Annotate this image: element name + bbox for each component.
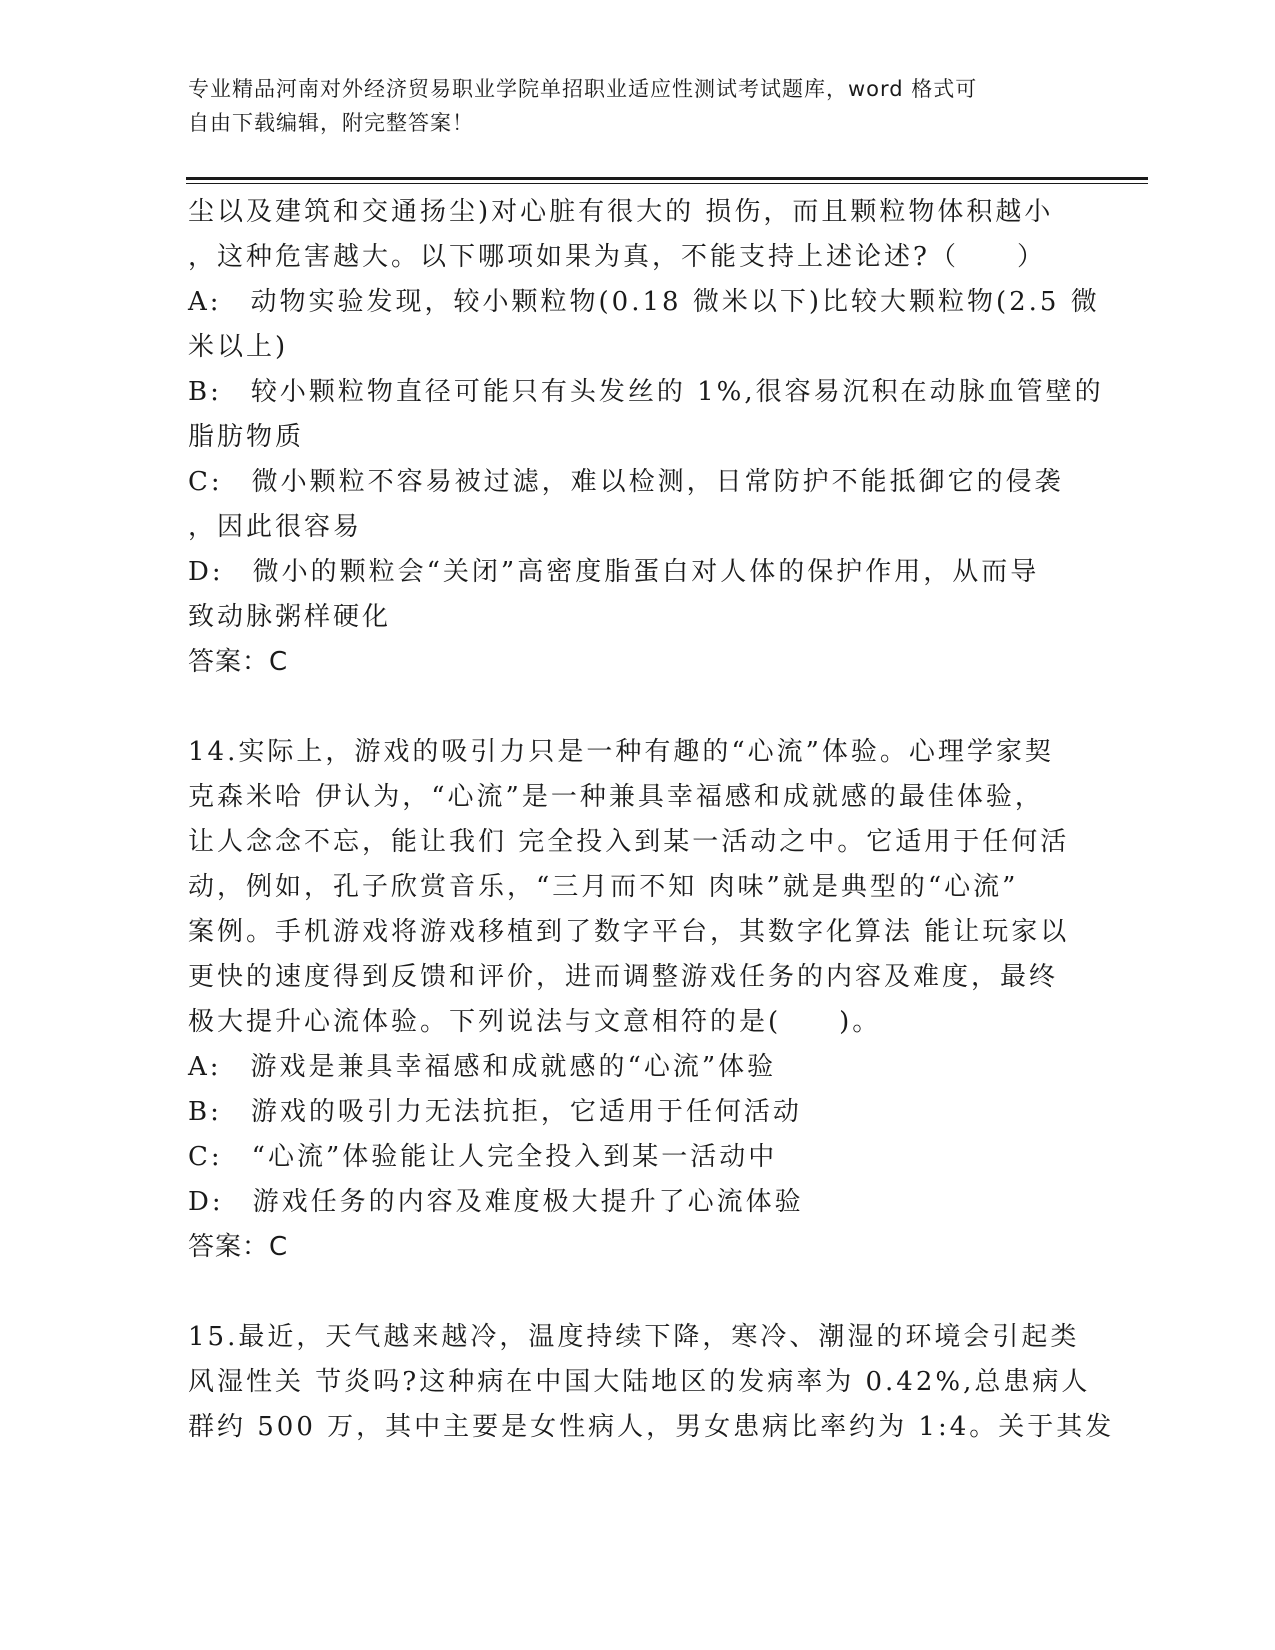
spacer	[188, 685, 1088, 730]
header-line-1: 专业精品河南对外经济贸易职业学院单招职业适应性测试考试题库，word 格式可	[188, 77, 978, 101]
q14-option-a: A: 游戏是兼具幸福感和成就感的“心流”体验	[188, 1052, 777, 1082]
q14-stem-line-1: 14.实际上，游戏的吸引力只是一种有趣的“心流”体验。心理学家契	[188, 737, 1054, 767]
q13-option-c-line-1: C: 微小颗粒不容易被过滤，难以检测，日常防护不能抵御它的侵袭	[188, 467, 1064, 497]
q14-stem-line-6: 更快的速度得到反馈和评价，进而调整游戏任务的内容及难度，最终	[188, 962, 1059, 992]
question-13	[188, 190, 1104, 685]
q15-stem-line-2: 风湿性关 节炎吗?这种病在中国大陆地区的发病率为 0.42%,总患病人	[188, 1367, 1091, 1397]
page-header	[188, 72, 1088, 140]
q14-stem-line-4: 动，例如，孔子欣赏音乐，“三月而不知 肉味”就是典型的“心流”	[188, 872, 1019, 902]
q13-stem-line-1: 尘以及建筑和交通扬尘)对心脏有很大的 损伤，而且颗粒物体积越小	[188, 197, 1054, 227]
q13-option-a-line-1: A: 动物实验发现，较小颗粒物(0.18 微米以下)比较大颗粒物(2.5 微	[188, 287, 1100, 317]
q13-option-b-line-2: 脂肪物质	[188, 422, 305, 452]
q13-option-b-line-1: B: 较小颗粒物直径可能只有头发丝的 1%,很容易沉积在动脉血管壁的	[188, 377, 1104, 407]
q14-stem-line-7: 极大提升心流体验。下列说法与文意相符的是( )。	[188, 1007, 882, 1037]
q13-stem-line-2: ，这种危害越大。以下哪项如果为真，不能支持上述论述?（ ）	[188, 242, 1046, 272]
header-line-2: 自由下载编辑，附完整答案！	[188, 111, 474, 135]
q14-stem-line-5: 案例。手机游戏将游戏移植到了数字平台，其数字化算法 能让玩家以	[188, 917, 1070, 947]
q15-stem-line-3: 群约 500 万，其中主要是女性病人，男女患病比率约为 1:4。关于其发	[188, 1412, 1115, 1442]
question-14	[188, 730, 1088, 1270]
q13-option-a-line-2: 米以上)	[188, 332, 289, 362]
question-15	[188, 1315, 1115, 1450]
q14-option-c: C: “心流”体验能让人完全投入到某一活动中	[188, 1142, 778, 1172]
q14-answer: 答案：C	[188, 1232, 289, 1262]
q14-option-d: D: 游戏任务的内容及难度极大提升了心流体验	[188, 1187, 804, 1217]
header-rule-thick	[186, 177, 1148, 180]
q13-option-d-line-1: D: 微小的颗粒会“关闭”高密度脂蛋白对人体的保护作用，从而导	[188, 557, 1040, 587]
q13-option-d-line-2: 致动脉粥样硬化	[188, 602, 392, 632]
q14-option-b: B: 游戏的吸引力无法抗拒，它适用于任何活动	[188, 1097, 802, 1127]
header-rule-thin	[186, 183, 1148, 184]
q13-option-c-line-2: ，因此很容易	[188, 512, 363, 542]
q15-stem-line-1: 15.最近，天气越来越冷，温度持续下降，寒冷、潮湿的环境会引起类	[188, 1322, 1080, 1352]
q13-answer: 答案：C	[188, 647, 289, 677]
q14-stem-line-3: 让人念念不忘，能让我们 完全投入到某一活动之中。它适用于任何活	[188, 827, 1070, 857]
q14-stem-line-2: 克森米哈 伊认为，“心流”是一种兼具幸福感和成就感的最佳体验，	[188, 782, 1044, 812]
spacer	[188, 1270, 1088, 1315]
document-body	[188, 190, 1115, 1450]
